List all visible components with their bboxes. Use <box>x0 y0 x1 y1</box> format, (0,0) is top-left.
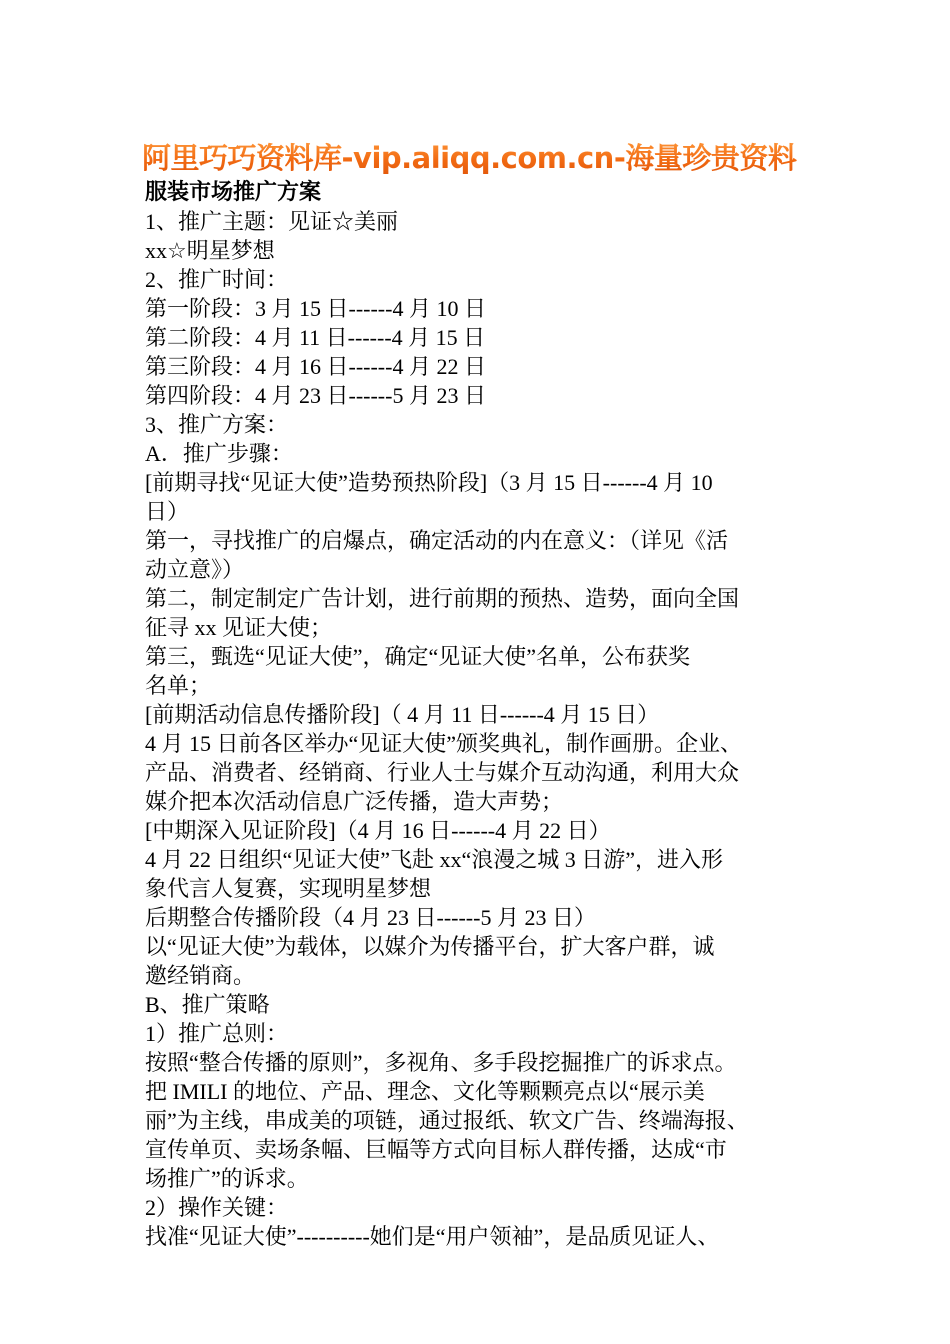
text-line: 第一，寻找推广的启爆点，确定活动的内在意义：（详见《活 <box>145 528 729 553</box>
text-line: 1）推广总则： <box>145 1021 289 1046</box>
text-line: 日） <box>145 499 190 524</box>
text-line: 动立意》） <box>145 557 245 582</box>
text-line: 场推广”的诉求。 <box>145 1166 309 1191</box>
document-page <box>142 138 815 1251</box>
text-line: 媒介把本次活动信息广泛传播，造大声势； <box>145 789 564 814</box>
text-line: 后期整合传播阶段（4 月 23 日------5 月 23 日） <box>145 905 596 930</box>
text-line: 把 IMILI 的地位、产品、理念、文化等颗颗亮点以“展示美 <box>145 1079 705 1104</box>
text-line: 第二阶段：4 月 11 日------4 月 15 日 <box>145 325 486 350</box>
text-line: 象代言人复赛，实现明星梦想 <box>145 876 432 901</box>
text-line: 产品、消费者、经销商、行业人士与媒介互动沟通，利用大众 <box>145 760 740 785</box>
text-line: 找准“见证大使”----------她们是“用户领袖”，是品质见证人、 <box>145 1224 720 1249</box>
text-line: 3、推广方案： <box>145 412 289 437</box>
text-line: 宣传单页、卖场条幅、巨幅等方式向目标人群传播，达成“市 <box>145 1137 727 1162</box>
text-line: 丽”为主线，串成美的项链，通过报纸、软文广告、终端海报、 <box>145 1108 749 1133</box>
text-line: 以“见证大使”为载体，以媒介为传播平台，扩大客户群，诚 <box>145 934 715 959</box>
text-line: [中期深入见证阶段]（4 月 16 日------4 月 22 日） <box>145 818 611 843</box>
text-line: 4 月 22 日组织“见证大使”飞赴 xx“浪漫之城 3 日游”，进入形 <box>145 847 724 872</box>
text-line: B、推广策略 <box>145 992 270 1017</box>
text-line: xx☆明星梦想 <box>145 238 275 263</box>
document-body <box>145 207 815 1251</box>
text-line: 征寻 xx 见证大使； <box>145 615 333 640</box>
text-line: 第一阶段：3 月 15 日------4 月 10 日 <box>145 296 486 321</box>
text-line: 第三阶段：4 月 16 日------4 月 22 日 <box>145 354 486 379</box>
text-line: 2）操作关键： <box>145 1195 289 1220</box>
text-line: [前期活动信息传播阶段]（ 4 月 11 日------4 月 15 日） <box>145 702 660 727</box>
text-line: A．推广步骤： <box>145 441 293 466</box>
document-title: 服装市场推广方案 <box>145 180 322 205</box>
text-line: 1、推广主题：见证☆美丽 <box>145 209 399 234</box>
text-line: 4 月 15 日前各区举办“见证大使”颁奖典礼，制作画册。企业、 <box>145 731 743 756</box>
text-line: 名单； <box>145 673 212 698</box>
text-line: 邀经销商。 <box>145 963 256 988</box>
text-line: 第二，制定制定广告计划，进行前期的预热、造势，面向全国 <box>145 586 740 611</box>
text-line: 2、推广时间： <box>145 267 289 292</box>
watermark-banner: 阿里巧巧资料库-vip.aliqq.com.cn-海量珍贵资料 <box>142 138 815 178</box>
text-line: 按照“整合传播的原则”，多视角、多手段挖掘推广的诉求点。 <box>145 1050 737 1075</box>
text-line: 第三，甄选“见证大使”，确定“见证大使”名单，公布获奖 <box>145 644 691 669</box>
text-line: 第四阶段：4 月 23 日------5 月 23 日 <box>145 383 486 408</box>
text-line: [前期寻找“见证大使”造势预热阶段]（3 月 15 日------4 月 10 <box>145 470 713 495</box>
